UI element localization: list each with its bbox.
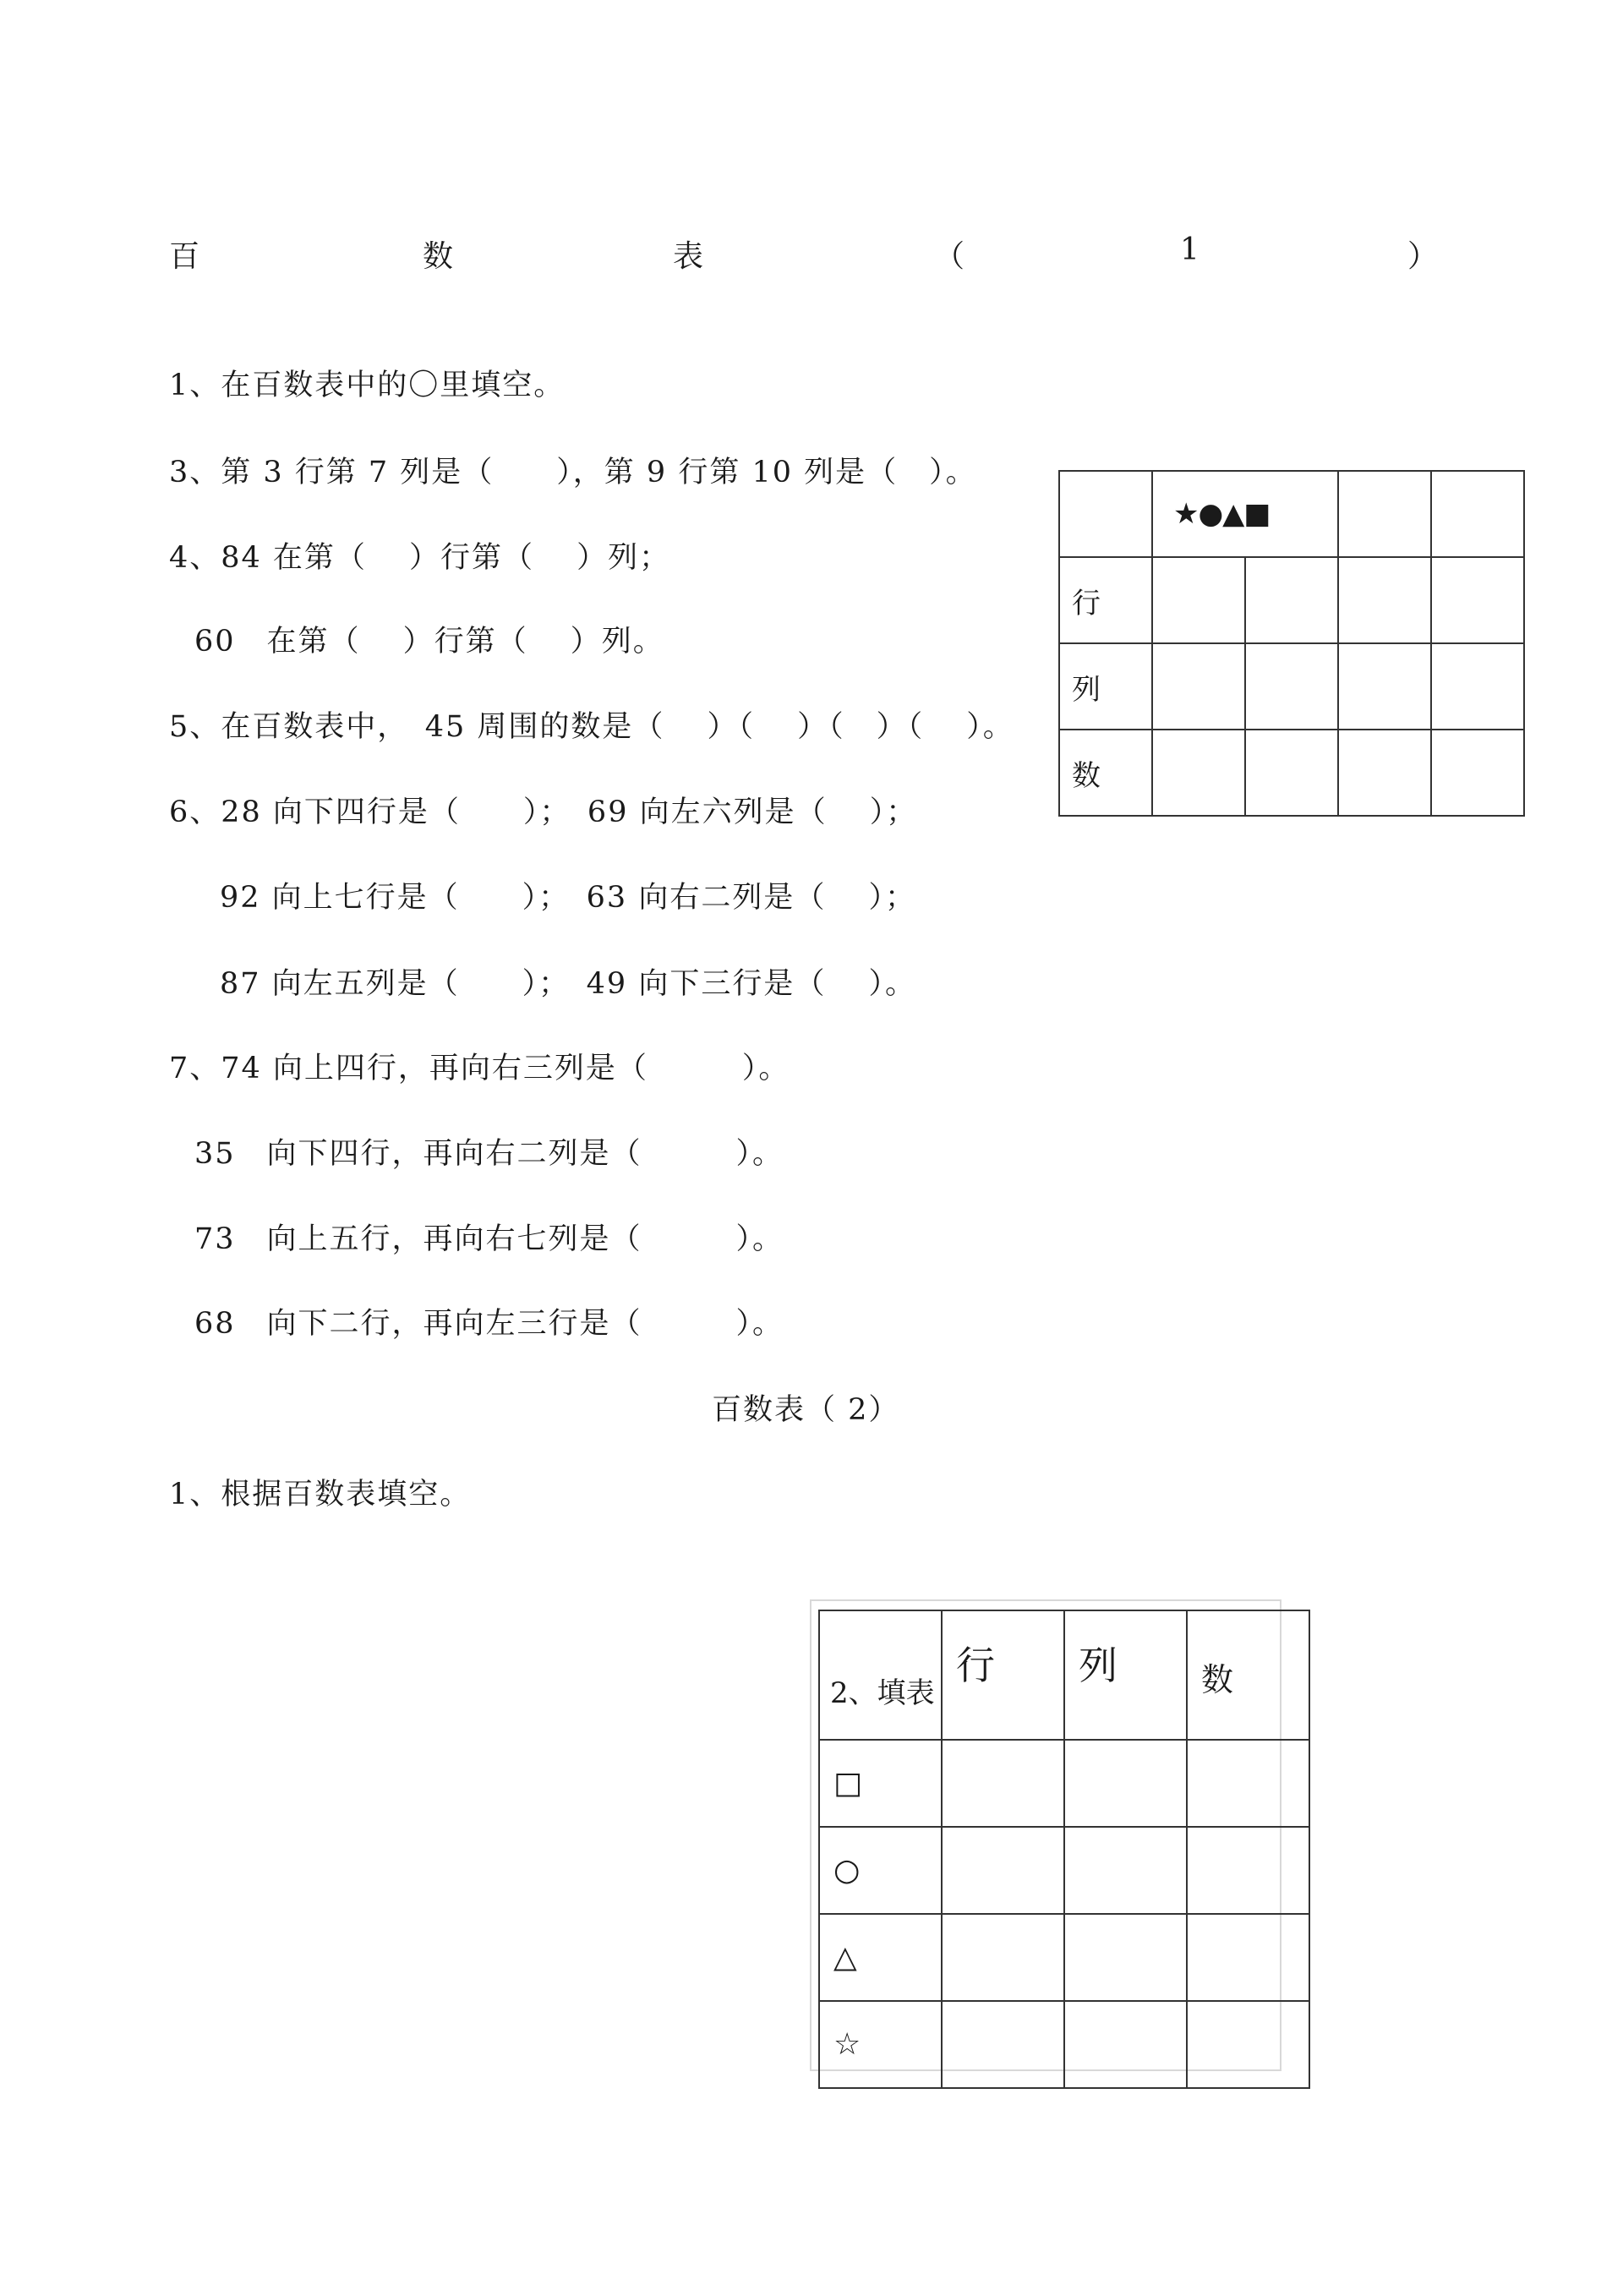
question-1: 1、在百数表中的〇里填空。: [169, 369, 566, 402]
table-cell[interactable]: [1064, 1740, 1187, 1827]
header-shu: 数: [1187, 1610, 1309, 1740]
row-label-lie: 列: [1059, 643, 1152, 730]
question-7b: 35 向下四行，再向右二列是（ ）。: [194, 1137, 784, 1171]
question-4b: 60 在第（ ）行第（ ）列。: [194, 625, 664, 659]
table-cell[interactable]: [1431, 557, 1524, 643]
table-cell[interactable]: [1338, 557, 1431, 643]
table-cell[interactable]: [1338, 643, 1431, 730]
title-char: 数: [423, 239, 454, 274]
row-label-shu: 数: [1059, 730, 1152, 816]
table-cell[interactable]: [1187, 1914, 1309, 2001]
table-cell[interactable]: [1152, 730, 1245, 816]
header-lie: 列: [1064, 1610, 1187, 1740]
question-6b: 92 向上七行是（ ）； 63 向右二列是（ ）；: [220, 881, 916, 915]
square-outline-icon: □: [819, 1740, 942, 1827]
table-cell[interactable]: [1064, 1914, 1187, 2001]
question-7c: 73 向上五行，再向右七列是（ ）。: [194, 1222, 784, 1256]
table-cell[interactable]: [942, 1740, 1064, 1827]
table-cell[interactable]: [942, 1827, 1064, 1914]
question-6c: 87 向左五列是（ ）； 49 向下三行是（ ）。: [220, 967, 916, 1001]
circle-outline-icon: ○: [819, 1827, 942, 1914]
symbols-star-circle-triangle-square-icon: ★●▲■: [1173, 497, 1271, 531]
table-cell[interactable]: [1059, 471, 1152, 557]
table-cell[interactable]: [942, 2001, 1064, 2088]
table-cell[interactable]: [1064, 1827, 1187, 1914]
question-6a: 6、28 向下四行是（ ）； 69 向左六列是（ ）；: [169, 795, 918, 829]
title-char: 百: [169, 239, 200, 274]
table-cell[interactable]: [1245, 643, 1338, 730]
table-cell[interactable]: [1431, 643, 1524, 730]
title-char: 表: [673, 239, 704, 274]
section-2-title: 百数表（ 2）: [712, 1393, 900, 1427]
table-cell[interactable]: [1245, 730, 1338, 816]
title-char: （: [934, 239, 965, 274]
header-hang: 行: [942, 1610, 1064, 1740]
question-3: 3、第 3 行第 7 列是（ ），第 9 行第 10 列是（ ）。: [169, 456, 977, 489]
table-cell[interactable]: [1064, 2001, 1187, 2088]
table-cell[interactable]: [1152, 643, 1245, 730]
symbol-table-1: [1058, 470, 1525, 817]
table-cell[interactable]: [1152, 471, 1338, 557]
triangle-outline-icon: △: [819, 1914, 942, 2001]
question-2-2-overlay: 2、填表: [830, 1676, 935, 1710]
question-7a: 7、74 向上四行，再向右三列是（ ）。: [169, 1052, 790, 1085]
star-outline-icon: ☆: [819, 2001, 942, 2088]
question-7d: 68 向下二行，再向左三行是（ ）。: [194, 1307, 784, 1341]
title-char: 1: [1180, 232, 1199, 267]
question-2-1: 1、根据百数表填空。: [169, 1478, 472, 1512]
table-cell[interactable]: [1152, 557, 1245, 643]
question-4a: 4、84 在第（ ）行第（ ）列；: [169, 541, 671, 575]
table-cell[interactable]: [1431, 471, 1524, 557]
table-cell[interactable]: [1431, 730, 1524, 816]
table-cell[interactable]: [1338, 471, 1431, 557]
title-char: ）: [1407, 239, 1439, 274]
table-cell[interactable]: [1187, 1740, 1309, 1827]
row-label-hang: 行: [1059, 557, 1152, 643]
table-cell[interactable]: [1338, 730, 1431, 816]
table-cell[interactable]: [1245, 557, 1338, 643]
table-cell[interactable]: [1187, 2001, 1309, 2088]
table-cell[interactable]: [1187, 1827, 1309, 1914]
question-5: 5、在百数表中， 45 周围的数是（ ）（ ）（ ）（ ）。: [169, 710, 1014, 744]
table-cell[interactable]: [942, 1914, 1064, 2001]
